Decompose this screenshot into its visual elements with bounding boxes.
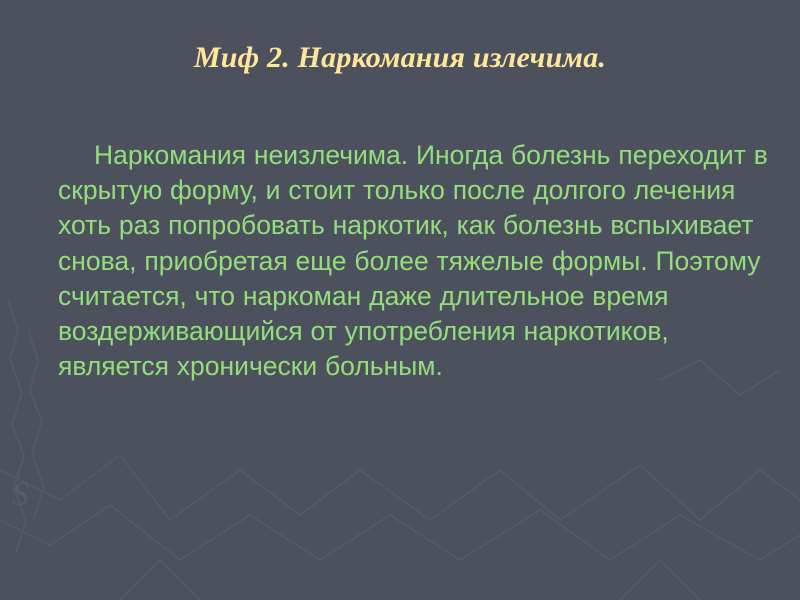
svg-text:S: S (12, 476, 29, 513)
slide-title: Миф 2. Наркомания излечима. (193, 41, 607, 74)
slide-body-text: Наркомания неизлечима. Иногда болезнь переходит в скрытую форму, и стоит только после долгого лечения хоть раз попробовать наркотик, как болезнь вспыхивает снова, приобретая еще более тяжелые формы. Поэтому считается, что наркоман даже длительное время воздерживающийся от употребления наркотиков, является хронически больным. (58, 140, 768, 382)
